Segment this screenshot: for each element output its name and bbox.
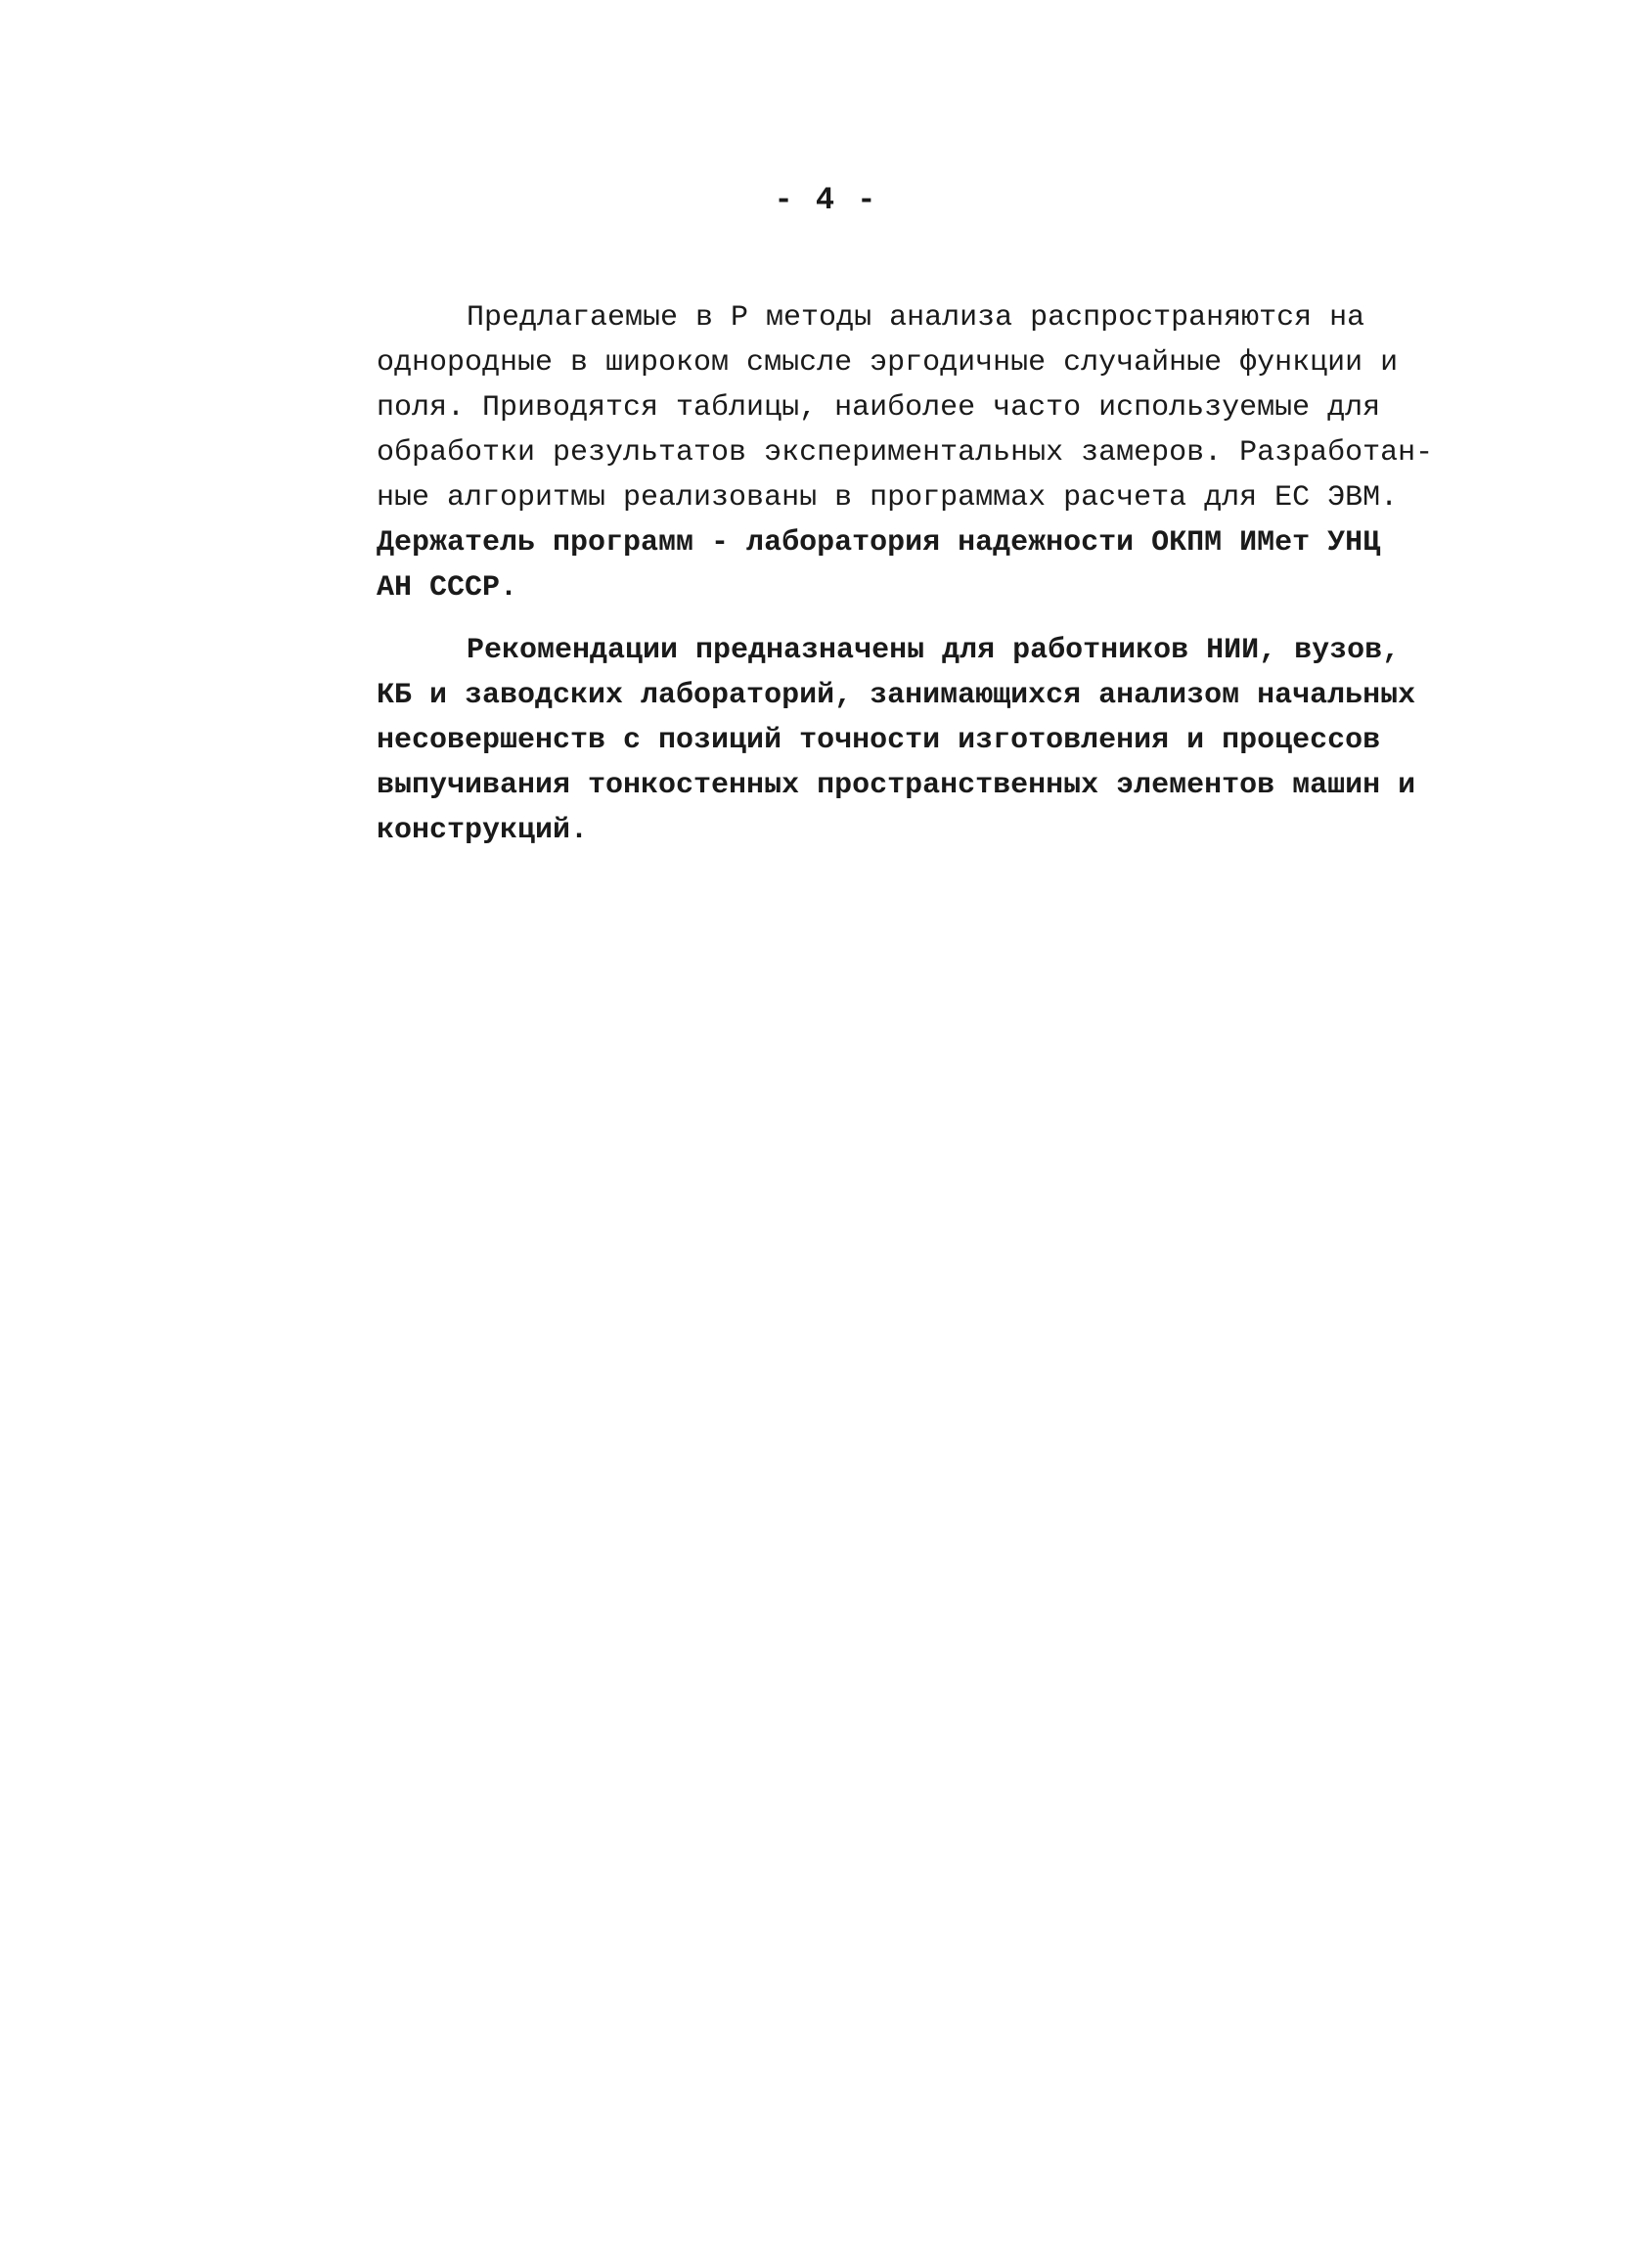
paragraph-audience	[377, 628, 1433, 853]
page-number: - 4 -	[774, 182, 878, 218]
text-line: КБ и заводских лабораторий, занимающихся анализом начальных	[377, 679, 1416, 712]
text-line: конструкций.	[377, 814, 589, 847]
paragraph-methods-scope	[377, 295, 1433, 610]
text-line: поля. Приводятся таблицы, наиболее часто используемые для	[377, 391, 1381, 425]
text-line: обработки результатов экспериментальных замеров. Разработан-	[377, 436, 1434, 470]
text-line: Предлагаемые в Р методы анализа распространяются на	[467, 301, 1365, 335]
text-line: выпучивания тонкостенных пространственных элементов машин и	[377, 769, 1416, 802]
text-line: несовершенств с позиций точности изготовления и процессов	[377, 724, 1381, 757]
text-line: ные алгоритмы реализованы в программах расчета для ЕС ЭВМ.	[377, 481, 1399, 515]
text-line: АН СССР.	[377, 571, 518, 605]
body-text	[377, 295, 1433, 871]
text-line: Рекомендации предназначены для работников НИИ, вузов,	[467, 634, 1401, 667]
text-line: однородные в широком смысле эргодичные случайные функции и	[377, 346, 1399, 380]
text-line: Держатель программ - лаборатория надежности ОКПМ ИМет УНЦ	[377, 526, 1381, 560]
